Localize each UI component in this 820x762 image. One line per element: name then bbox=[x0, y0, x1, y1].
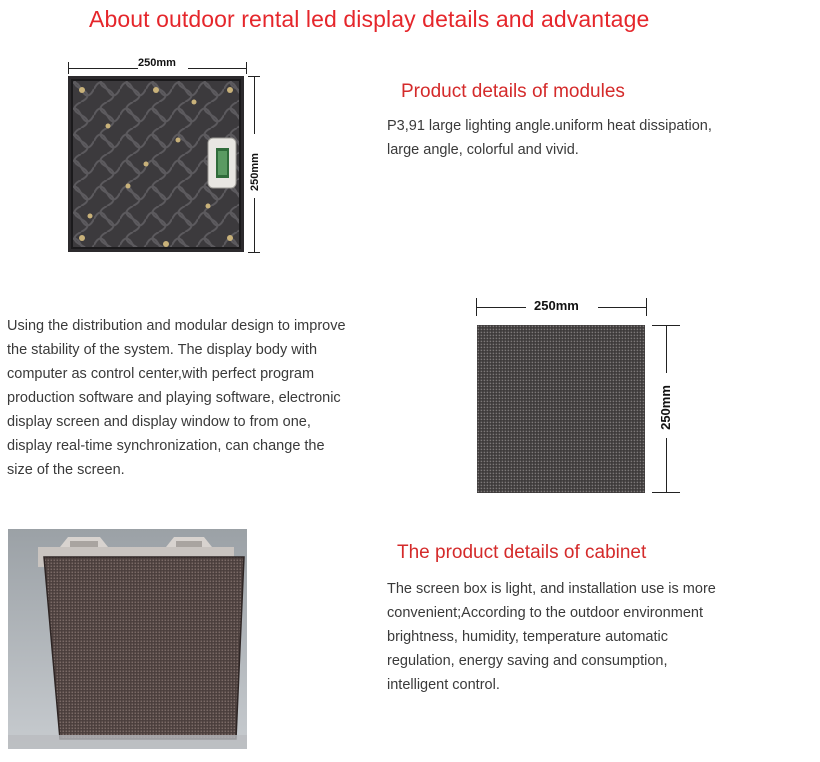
cabinet-description-line: intelligent control. bbox=[387, 677, 500, 693]
cabinet-description bbox=[387, 577, 807, 697]
panel-width-label: 250mm bbox=[534, 298, 579, 313]
cabinet-heading: The product details of cabinet bbox=[397, 542, 647, 563]
system-description-line: computer as control center,with perfect program bbox=[7, 366, 315, 382]
module-back-image bbox=[60, 56, 270, 256]
system-description-line: production software and playing software, electronic bbox=[7, 390, 341, 406]
modules-heading: Product details of modules bbox=[401, 81, 625, 102]
cabinet-description-line: regulation, energy saving and consumption, bbox=[387, 653, 668, 669]
panel-height-label: 250mm bbox=[657, 385, 673, 430]
system-description-line: display screen and display window to from one, bbox=[7, 414, 311, 430]
led-front-image bbox=[470, 292, 690, 502]
system-description-line: Using the distribution and modular design to improve bbox=[7, 318, 346, 334]
modules-description-line: large angle, colorful and vivid. bbox=[387, 142, 579, 158]
module-width-label: 250mm bbox=[138, 57, 176, 69]
module-back-photo bbox=[68, 76, 244, 252]
system-description-line: size of the screen. bbox=[7, 462, 125, 478]
cabinet-description-line: brightness, humidity, temperature automatic bbox=[387, 629, 669, 645]
system-description-line: display real-time synchronization, can change the bbox=[7, 438, 325, 454]
led-panel-photo bbox=[477, 325, 645, 493]
cabinet-photo bbox=[8, 529, 247, 749]
system-description bbox=[7, 314, 407, 482]
module-height-label: 250mm bbox=[248, 153, 261, 191]
page-title: About outdoor rental led display details and advantage bbox=[89, 6, 650, 32]
modules-description-line: P3,91 large lighting angle.uniform heat dissipation, bbox=[387, 118, 712, 134]
cabinet-description-line: convenient;According to the outdoor environment bbox=[387, 605, 703, 621]
system-description-line: the stability of the system. The display body with bbox=[7, 342, 318, 358]
cabinet-description-line: The screen box is light, and installation use is more bbox=[387, 581, 716, 597]
modules-description bbox=[387, 114, 807, 162]
